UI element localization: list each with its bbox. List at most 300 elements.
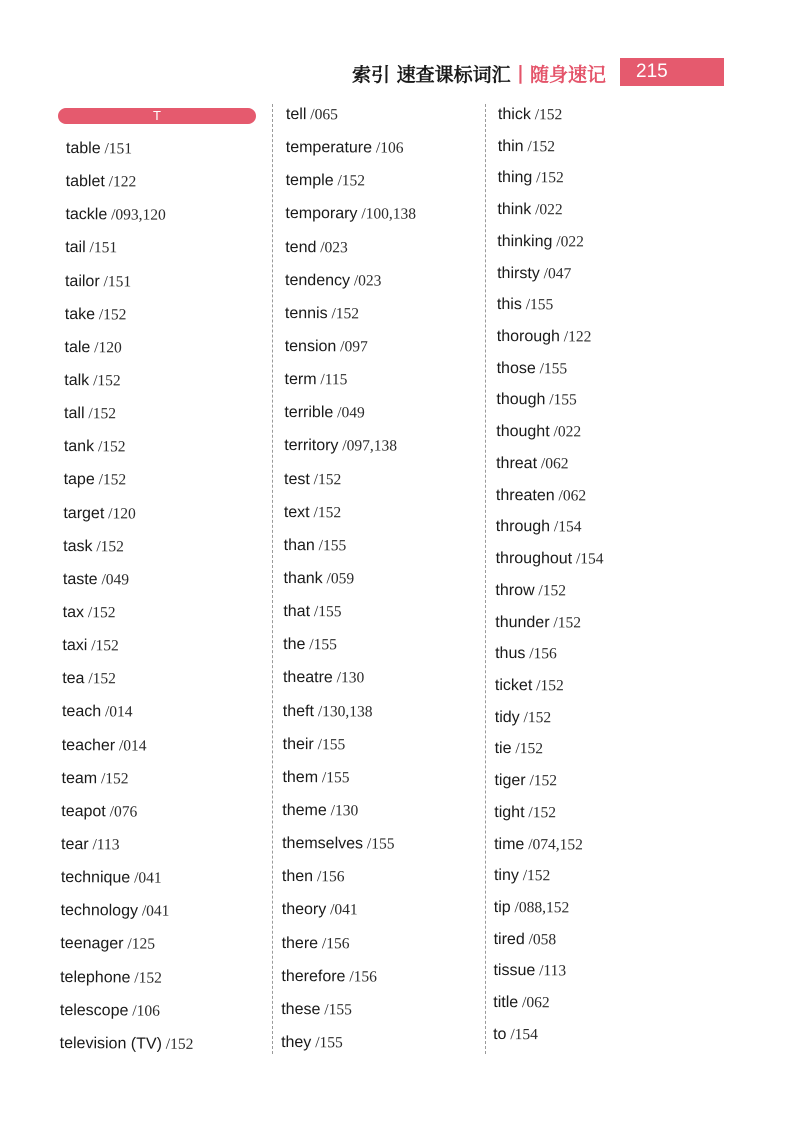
entry-word: test bbox=[283, 470, 310, 488]
entry-slash: / bbox=[90, 339, 99, 357]
entry-pages: 152 bbox=[531, 137, 556, 156]
entry-pages: 113 bbox=[96, 836, 120, 854]
entry-pages: 155 bbox=[543, 359, 568, 378]
entry-slash: / bbox=[521, 296, 531, 314]
entry-pages: 151 bbox=[93, 239, 118, 257]
entry-slash: / bbox=[532, 169, 541, 187]
index-entry bbox=[497, 200, 605, 232]
entry-word: temporary bbox=[285, 205, 358, 223]
index-entry bbox=[60, 1001, 194, 1035]
entry-word: there bbox=[281, 934, 319, 952]
entry-slash: / bbox=[87, 637, 96, 655]
entry-word: taste bbox=[62, 570, 98, 589]
entry-pages: 074,152 bbox=[532, 835, 583, 853]
entry-word: temple bbox=[285, 172, 334, 190]
entry-word: tiny bbox=[493, 867, 519, 885]
entry-pages: 097 bbox=[344, 338, 368, 356]
entry-word: tendency bbox=[285, 271, 351, 290]
entry-word: therefore bbox=[281, 967, 346, 985]
entry-slash: / bbox=[554, 486, 563, 504]
index-entry bbox=[283, 735, 414, 769]
entry-pages: 152 bbox=[317, 503, 342, 521]
entry-slash: / bbox=[535, 359, 544, 377]
index-entry bbox=[284, 536, 415, 570]
entry-word: throughout bbox=[495, 550, 573, 568]
entry-slash: / bbox=[83, 604, 93, 622]
entry-word: time bbox=[494, 835, 525, 853]
entry-pages: 058 bbox=[532, 930, 557, 949]
entry-pages: 041 bbox=[334, 901, 358, 919]
entry-pages: 041 bbox=[146, 902, 170, 920]
index-entry bbox=[495, 676, 603, 708]
index-entry bbox=[61, 868, 195, 902]
entry-slash: / bbox=[322, 570, 331, 588]
entry-word: those bbox=[496, 359, 536, 377]
entry-word: title bbox=[493, 994, 519, 1012]
entry-slash: / bbox=[104, 173, 114, 191]
entry-pages: 023 bbox=[358, 272, 382, 290]
entry-slash: / bbox=[89, 372, 98, 390]
entry-word: thin bbox=[497, 137, 524, 155]
entry-pages: 155 bbox=[530, 296, 554, 314]
entry-word: theft bbox=[282, 702, 315, 720]
index-entry bbox=[286, 138, 417, 172]
index-entry bbox=[495, 708, 603, 740]
entry-slash: / bbox=[306, 106, 315, 124]
entry-word: tension bbox=[284, 337, 337, 356]
entry-slash: / bbox=[326, 901, 335, 919]
entry-slash: / bbox=[99, 272, 108, 290]
entry-pages: 152 bbox=[540, 169, 564, 187]
entry-slash: / bbox=[318, 934, 327, 952]
entry-slash: / bbox=[105, 803, 115, 821]
entry-slash: / bbox=[349, 272, 359, 290]
entry-slash: / bbox=[363, 835, 372, 853]
entry-pages: 156 bbox=[353, 968, 377, 986]
entry-pages: 014 bbox=[123, 736, 147, 755]
entry-slash: / bbox=[313, 735, 323, 753]
index-entry bbox=[282, 768, 413, 802]
entry-pages: 154 bbox=[580, 550, 604, 568]
entry-word: terrible bbox=[284, 404, 334, 422]
entry-word: tailor bbox=[64, 272, 100, 290]
entry-pages: 152 bbox=[341, 172, 366, 190]
entry-slash: / bbox=[104, 504, 113, 522]
index-entry bbox=[65, 272, 199, 306]
index-column-2 bbox=[281, 105, 417, 1067]
index-entry bbox=[61, 769, 195, 803]
index-entry bbox=[60, 1034, 194, 1068]
index-entry bbox=[493, 1025, 601, 1057]
entry-word: teacher bbox=[61, 736, 116, 754]
index-entry bbox=[64, 371, 198, 405]
entry-slash: / bbox=[309, 503, 318, 521]
entry-pages: 151 bbox=[107, 272, 132, 291]
entry-slash: / bbox=[97, 769, 106, 787]
entry-slash: / bbox=[338, 437, 347, 455]
index-entry bbox=[285, 337, 416, 371]
index-entry bbox=[62, 636, 196, 670]
entry-word: theory bbox=[281, 901, 327, 919]
entry-slash: / bbox=[506, 1025, 515, 1043]
entry-word: territory bbox=[284, 437, 339, 455]
entry-slash: / bbox=[524, 930, 533, 948]
index-entry bbox=[65, 205, 199, 239]
entry-word: taxi bbox=[62, 637, 88, 655]
index-entry bbox=[62, 669, 196, 703]
entry-pages: 155 bbox=[321, 735, 346, 753]
entry-pages: 115 bbox=[324, 371, 348, 389]
entry-slash: / bbox=[92, 537, 101, 555]
index-entry bbox=[60, 901, 194, 935]
index-entry bbox=[62, 736, 196, 770]
entry-word: they bbox=[281, 1033, 312, 1052]
index-entry bbox=[494, 771, 602, 803]
index-entry bbox=[283, 602, 414, 636]
index-entry bbox=[282, 801, 413, 835]
entry-word: thunder bbox=[495, 613, 550, 631]
index-entry bbox=[497, 359, 605, 391]
entry-pages: 155 bbox=[328, 1001, 352, 1019]
entry-pages: 156 bbox=[326, 934, 350, 952]
entry-word: teapot bbox=[61, 802, 106, 821]
entry-pages: 100,138 bbox=[365, 205, 417, 224]
entry-pages: 059 bbox=[330, 570, 355, 588]
index-entry bbox=[63, 570, 197, 604]
entry-pages: 041 bbox=[138, 869, 162, 887]
entry-word: to bbox=[493, 1025, 507, 1043]
entry-slash: / bbox=[530, 106, 540, 124]
index-entry bbox=[61, 835, 195, 869]
index-entry bbox=[497, 232, 605, 264]
entry-pages: 062 bbox=[526, 994, 550, 1012]
entry-pages: 152 bbox=[170, 1035, 194, 1053]
entry-pages: 076 bbox=[113, 803, 138, 821]
entry-word: ticket bbox=[494, 676, 533, 695]
index-entry bbox=[285, 304, 416, 338]
entry-slash: / bbox=[130, 869, 139, 887]
entry-word: tail bbox=[65, 239, 86, 257]
index-entry bbox=[284, 370, 415, 404]
header-separator: | bbox=[517, 62, 524, 84]
entry-slash: / bbox=[107, 206, 116, 224]
entry-word: tank bbox=[63, 438, 95, 456]
entry-pages: 152 bbox=[97, 372, 121, 390]
entry-pages: 152 bbox=[540, 677, 564, 695]
entry-word: thorough bbox=[496, 328, 561, 346]
entry-pages: 155 bbox=[553, 391, 577, 409]
entry-pages: 097,138 bbox=[346, 437, 398, 455]
index-entry bbox=[66, 172, 200, 206]
entry-word: tax bbox=[62, 603, 85, 622]
entry-slash: / bbox=[320, 1000, 329, 1019]
entry-slash: / bbox=[316, 371, 325, 389]
entry-pages: 106 bbox=[380, 139, 404, 157]
index-entry bbox=[284, 503, 415, 537]
entry-pages: 152 bbox=[105, 769, 129, 788]
entry-word: telescope bbox=[59, 1001, 129, 1020]
entry-pages: 152 bbox=[542, 582, 567, 600]
entry-word: tear bbox=[61, 835, 89, 854]
entry-slash: / bbox=[94, 471, 104, 489]
index-entry bbox=[497, 264, 605, 296]
entry-word: theatre bbox=[282, 669, 333, 687]
entry-pages: 049 bbox=[105, 571, 130, 589]
entry-slash: / bbox=[326, 802, 336, 820]
entry-slash: / bbox=[525, 772, 534, 790]
entry-slash: / bbox=[115, 736, 124, 754]
entry-pages: 154 bbox=[558, 518, 582, 536]
entry-word: tackle bbox=[65, 206, 108, 224]
entry-slash: / bbox=[572, 550, 581, 568]
entry-pages: 155 bbox=[313, 636, 337, 654]
index-entry bbox=[283, 569, 414, 603]
index-entry bbox=[281, 934, 412, 968]
entry-word: telephone bbox=[60, 968, 131, 986]
entry-word: tale bbox=[64, 338, 91, 357]
entry-word: threaten bbox=[495, 486, 555, 504]
entry-word: tiger bbox=[494, 772, 526, 790]
entry-pages: 152 bbox=[138, 969, 162, 987]
entry-pages: 130,138 bbox=[322, 702, 373, 720]
entry-word: tissue bbox=[493, 962, 536, 980]
entry-slash: / bbox=[550, 518, 559, 536]
entry-slash: / bbox=[97, 571, 106, 589]
index-entry bbox=[283, 635, 414, 669]
section-letter-badge: T bbox=[58, 108, 256, 124]
entry-word: team bbox=[61, 769, 98, 787]
index-entry bbox=[284, 436, 415, 470]
entry-slash: / bbox=[336, 338, 345, 356]
entry-pages: 156 bbox=[533, 645, 557, 663]
index-entry bbox=[60, 967, 194, 1001]
entry-pages: 152 bbox=[92, 670, 116, 688]
entry-slash: / bbox=[345, 967, 354, 986]
entry-word: them bbox=[282, 768, 319, 786]
entry-word: television (TV) bbox=[59, 1034, 162, 1053]
entry-pages: 155 bbox=[318, 603, 342, 621]
entry-slash: / bbox=[552, 233, 561, 251]
entry-pages: 155 bbox=[319, 1034, 343, 1052]
column-divider bbox=[272, 104, 273, 1054]
index-entry bbox=[65, 238, 199, 272]
index-entry bbox=[63, 504, 197, 538]
entry-slash: / bbox=[161, 1035, 171, 1053]
index-entry bbox=[497, 295, 605, 327]
entry-pages: 022 bbox=[557, 423, 582, 441]
index-entry bbox=[284, 470, 415, 504]
entry-pages: 152 bbox=[538, 106, 563, 124]
entry-pages: 152 bbox=[335, 305, 360, 323]
entry-slash: / bbox=[531, 201, 540, 219]
index-entry bbox=[495, 581, 603, 613]
entry-word: temperature bbox=[285, 139, 373, 157]
entry-slash: / bbox=[84, 405, 93, 423]
entry-slash: / bbox=[309, 470, 319, 488]
entry-pages: 122 bbox=[112, 173, 137, 191]
index-entry bbox=[65, 305, 199, 339]
index-entry bbox=[63, 537, 197, 571]
entry-slash: / bbox=[537, 455, 546, 473]
index-entry bbox=[493, 993, 601, 1025]
entry-word: text bbox=[283, 503, 310, 521]
entry-pages: 152 bbox=[100, 537, 124, 556]
entry-slash: / bbox=[88, 836, 97, 854]
index-entry bbox=[498, 105, 606, 137]
entry-pages: 023 bbox=[324, 238, 348, 256]
entry-word: tennis bbox=[284, 304, 328, 323]
index-entry bbox=[285, 271, 416, 305]
entry-pages: 113 bbox=[543, 962, 567, 980]
index-entry bbox=[62, 702, 196, 736]
index-entry bbox=[281, 967, 412, 1001]
entry-slash: / bbox=[318, 768, 327, 787]
entry-pages: 152 bbox=[95, 637, 119, 655]
entry-pages: 093,120 bbox=[115, 206, 166, 224]
entry-word: talk bbox=[64, 371, 90, 390]
entry-slash: / bbox=[332, 669, 342, 687]
entry-slash: / bbox=[518, 994, 527, 1012]
entry-word: throw bbox=[495, 581, 535, 599]
index-entry bbox=[494, 866, 602, 898]
index-entry bbox=[283, 702, 414, 736]
entry-slash: / bbox=[545, 391, 554, 409]
index-entry bbox=[496, 454, 604, 486]
entry-slash: / bbox=[128, 1002, 137, 1020]
entry-pages: 152 bbox=[527, 708, 552, 726]
entry-pages: 151 bbox=[108, 140, 133, 158]
brand-label: 随身速记 bbox=[530, 64, 607, 86]
entry-pages: 047 bbox=[547, 264, 572, 282]
entry-slash: / bbox=[314, 536, 324, 555]
index-entry bbox=[496, 422, 604, 454]
index-entry bbox=[281, 1000, 412, 1034]
entry-slash: / bbox=[313, 702, 323, 720]
entry-pages: 152 bbox=[92, 405, 117, 423]
entry-word: tea bbox=[62, 670, 85, 688]
entry-word: target bbox=[63, 504, 105, 522]
entry-slash: / bbox=[519, 708, 528, 726]
entry-pages: 122 bbox=[568, 328, 592, 346]
entry-pages: 022 bbox=[560, 233, 584, 251]
entry-pages: 152 bbox=[532, 804, 557, 822]
entry-word: though bbox=[496, 391, 546, 409]
index-entry bbox=[496, 549, 604, 581]
entry-word: their bbox=[282, 735, 314, 753]
entry-pages: 065 bbox=[314, 106, 338, 124]
entry-word: task bbox=[63, 537, 93, 555]
index-entry bbox=[495, 739, 603, 771]
index-column-1 bbox=[60, 139, 200, 1068]
entry-word: the bbox=[283, 636, 306, 654]
entry-word: thing bbox=[497, 169, 533, 187]
entry-pages: 152 bbox=[557, 613, 582, 631]
index-entry bbox=[285, 171, 416, 205]
entry-word: threat bbox=[496, 454, 538, 473]
entry-slash: / bbox=[94, 305, 104, 323]
index-entry bbox=[284, 403, 415, 437]
index-entry bbox=[282, 834, 413, 868]
column-divider bbox=[485, 104, 486, 1054]
entry-slash: / bbox=[532, 677, 541, 695]
index-entry bbox=[64, 338, 198, 372]
entry-slash: / bbox=[518, 867, 528, 885]
entry-slash: / bbox=[333, 172, 342, 190]
entry-word: these bbox=[281, 1000, 321, 1018]
entry-word: this bbox=[496, 296, 522, 314]
entry-slash: / bbox=[309, 603, 319, 621]
entry-pages: 062 bbox=[545, 455, 569, 473]
entry-slash: / bbox=[559, 328, 569, 346]
entry-pages: 152 bbox=[317, 470, 342, 488]
entry-word: technique bbox=[60, 869, 131, 887]
entry-word: table bbox=[65, 139, 101, 158]
index-entry bbox=[281, 1033, 412, 1067]
entry-slash: / bbox=[511, 740, 520, 758]
entry-slash: / bbox=[100, 140, 109, 158]
entry-word: tall bbox=[64, 405, 85, 423]
index-entry bbox=[494, 835, 602, 867]
index-entry bbox=[63, 470, 197, 504]
entry-slash: / bbox=[305, 636, 314, 654]
entry-word: teach bbox=[61, 703, 102, 721]
entry-pages: 120 bbox=[98, 339, 122, 357]
entry-word: tend bbox=[285, 238, 317, 256]
entry-pages: 120 bbox=[112, 504, 136, 523]
index-entry bbox=[285, 238, 416, 272]
entry-word: than bbox=[283, 536, 315, 554]
entry-word: themselves bbox=[282, 835, 364, 853]
entry-pages: 022 bbox=[539, 201, 563, 219]
entry-word: thirsty bbox=[497, 264, 540, 282]
index-entry bbox=[495, 612, 603, 644]
entry-pages: 155 bbox=[326, 769, 350, 787]
index-entry bbox=[496, 390, 604, 422]
entry-slash: / bbox=[524, 835, 533, 853]
entry-slash: / bbox=[535, 962, 544, 980]
entry-pages: 154 bbox=[514, 1025, 538, 1044]
entry-slash: / bbox=[313, 868, 322, 886]
entry-slash: / bbox=[549, 423, 558, 441]
entry-pages: 125 bbox=[131, 935, 156, 954]
entry-pages: 152 bbox=[102, 471, 127, 489]
entry-slash: / bbox=[84, 670, 93, 688]
entry-pages: 152 bbox=[103, 305, 127, 324]
index-entry bbox=[283, 668, 414, 702]
entry-word: tight bbox=[494, 803, 525, 821]
entry-pages: 106 bbox=[136, 1002, 160, 1020]
index-entry bbox=[63, 603, 197, 637]
page-header bbox=[0, 58, 800, 88]
entry-word: thick bbox=[497, 105, 531, 124]
entry-pages: 156 bbox=[321, 868, 345, 886]
entry-word: tell bbox=[285, 105, 307, 124]
entry-pages: 088,152 bbox=[518, 899, 570, 917]
index-entry bbox=[282, 867, 413, 901]
entry-slash: / bbox=[510, 899, 519, 917]
entry-slash: / bbox=[123, 935, 132, 953]
entry-slash: / bbox=[539, 264, 549, 282]
index-entry bbox=[497, 327, 605, 359]
entry-slash: / bbox=[523, 137, 532, 155]
index-entry bbox=[493, 961, 601, 993]
entry-pages: 152 bbox=[92, 604, 116, 622]
entry-pages: 130 bbox=[340, 669, 365, 687]
index-entry bbox=[498, 137, 606, 169]
index-entry bbox=[494, 898, 602, 930]
entry-pages: 130 bbox=[334, 802, 359, 820]
entry-pages: 155 bbox=[371, 835, 395, 853]
